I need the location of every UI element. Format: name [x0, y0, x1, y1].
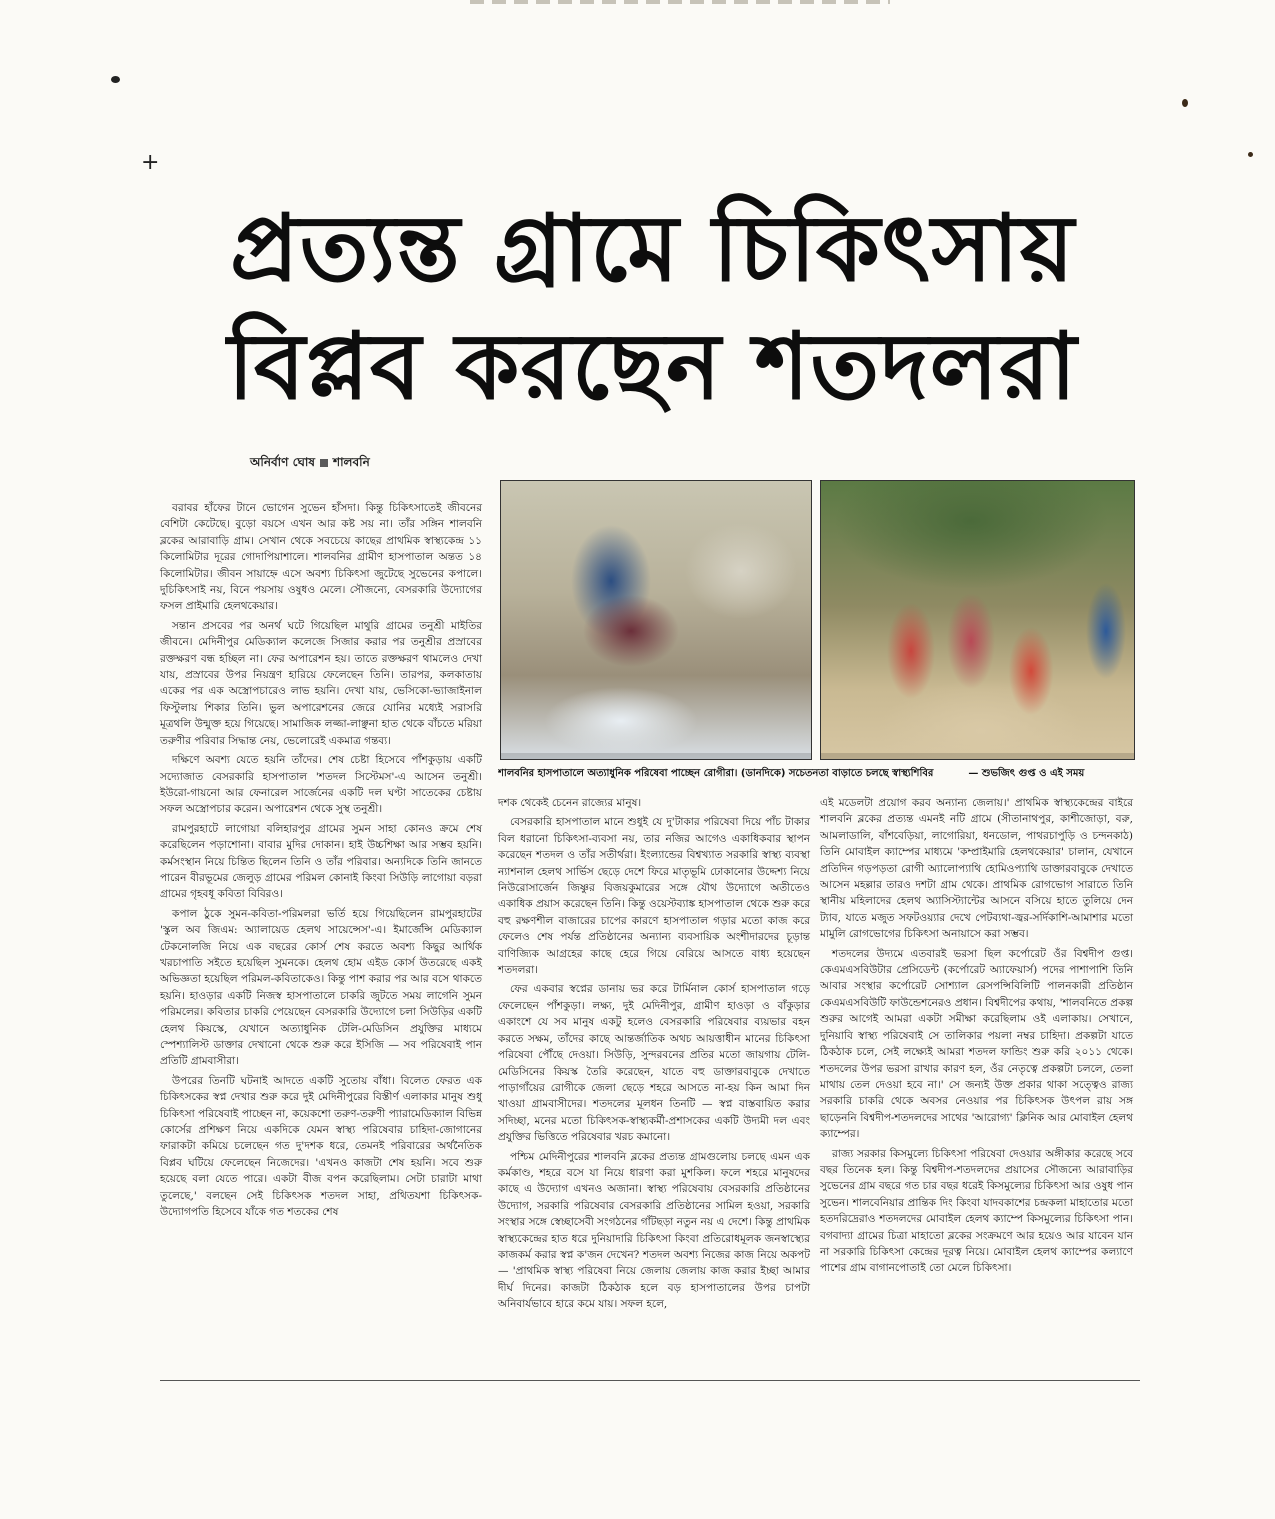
caption-credit: — শুভজিৎ গুপ্ত ও এই সময়	[968, 768, 1085, 779]
article-column-2	[498, 795, 810, 1375]
top-edge-strip	[470, 0, 890, 4]
byline-separator	[320, 459, 328, 467]
paragraph: দক্ষিণে অবশ্য যেতে হয়নি তাঁদের। শেষ চেষ্টা হিসেবে পাঁশকুড়ায় একটি সদ্যোজাত বেসরকারি হাসপাতাল 'শতদল সিস্টেমস'-এ আসেন তনুশ্রী। ইউরো-গায়নো আর ফেনারেল সার্জেনের একটি দল ঘণ্টা সাতেকের চেষ্টায় সফল অস্ত্রোপচার করেন। অপারেশন থেকে সুস্থ তনুশ্রী।	[160, 754, 482, 816]
photo-shadow	[821, 753, 1134, 759]
paragraph: ফের একবার স্বপ্নের ডানায় ভর করে টার্মিনাল কোর্স হাসপাতাল গড়ে ফেলেছেন পাঁশকুড়া। লক্ষ্য, দুই মেদিনীপুর, গ্রামীণ হাওড়া ও বাঁকুড়ার একাংশে যে সব মানুষ একটু হলেও বেসরকারি পরিষেবার ব্যয়ভার বহন করতে সক্ষম, তাঁদের কাছে আন্তর্জাতিক অথচ আয়ত্তাধীন মানের চিকিৎসা পরিষেবা পৌঁছে দেওয়া। সিউড়ি, সুন্দরবনের প্রতির মতো জায়গায় টেলি-মেডিসিনের কিয়স্ক তৈরি করেছেন, যাতে বহু ডাক্তারবাবুকে দেখাতে পাড়াগাঁয়ের রোগীকে জেলা ছেড়ে শহরে আসতে না-হয় কিন আমা দিন খাওয়া গ্রামবাসীদের। শতদলের মূলধন তিনটি — স্বপ্ন বাস্তবায়িত করার সদিচ্ছা, মনের মতো চিকিৎসক-স্বাস্থ্যকর্মী-প্রশাসকের একটি উদ্যমী দল এবং প্রযুক্তির ভিত্তিতে পরিষেবার খরচ কমানো।	[498, 983, 810, 1144]
byline-author: অনির্বাণ ঘোষ	[250, 455, 315, 469]
paragraph: রাজ্য সরকার কিসমুল্যে চিকিৎসা পরিষেবা দেওয়ার অঙ্গীকার করেছে সবে বছর তিনেক হল। কিন্তু বিশ্বদীপ-শতদলদের প্রয়াসের সৌজন্যে আরাবাড়ির সুভেনের গ্রাম বছরে গত চার বছর ধরেই কিসমুল্যের চিকিৎসা আর ওষুধ পান সুভেন। শালবেনিয়ার প্রান্তিক দিং কিংবা যাদবকাশের চন্দ্রকলা মাহাতোর মতো হতদরিদ্রেরাও শতদলদের মোবাইল হেলথ ক্যাম্পে কিসমুল্যের চিকিৎসা পান। বগবাদ্যা গ্রামের চিত্রা মাহাতো ব্লকের সংক্রমণে আর হয়েও আর যাবেন যান না সরকারি চিকিৎসা কেন্দ্রের দূরত্ব নিয়ে। মোবাইল হেলথ ক্যাম্পের কল্যাণে পাশের গ্রাম বাগানপোতাই তো মেলে চিকিৎসা।	[820, 1147, 1133, 1275]
bottom-rule	[160, 1380, 1140, 1381]
caption-text: শালবনির হাসপাতালে অত্যাধুনিক পরিষেবা পাচ্ছেন রোগীরা। (ডানদিকে) সচেতনতা বাড়াতে চলছে স্বাস্থ্যশিবির	[498, 768, 934, 779]
headline-line-2: বিপ্লব করছেন শতদলরা	[227, 313, 1078, 420]
registration-mark: +	[141, 150, 160, 175]
byline-place: শালবনি	[332, 455, 370, 469]
photo-hospital	[500, 480, 812, 760]
article-column-3	[820, 795, 1133, 1375]
paragraph: এই মডেলটা প্রয়োগ করব অন্যান্য জেলায়।' প্রাথমিক স্বাস্থ্যকেন্দ্রের বাইরে শালবনি ব্লকের প্রত্যন্ত এমনই নটি গ্রামে (সীতানাথপুর, কাশীজোড়া, বরু, আমলাডালি, বাঁশবেড়িয়া, লাগোরিয়া, ধনডোল, পাথরচাপুড়ি ও চন্দনকাঠ) তিনি মোবাইল ক্যাম্পের মাধ্যমে 'কম্প্রাইমারি হেলথকেয়ার' চালান, যেখানে প্রতিদিন গড়পড়তা রোগী অ্যালোপ্যাথি হোমিওপ্যাথি ডাক্তারবাবুকে দেখাতে আসেন মহল্লার তারও দশটা গ্রাম থেকে। প্রাথমিক রোগভোগ সারাতে তিনি স্থানীয় মহিলাদের হেলথ অ্যাসিস্ট্যান্টের আসনে বসিয়ে হাতে তুলিয়ে দেন ট্যাব, যাতে মজুত সফটওয়্যার দেখে পেটব্যথা-জ্বর-সর্দিকাশি-আমাশার মতো মামুলি রোগভোগের চিকিৎসা অনায়াসে করা সম্ভব।	[820, 797, 1133, 941]
paragraph: দশক থেকেই চেনেন রাজ্যের মানুষ।	[498, 797, 642, 809]
paragraph: কপাল ঠুকে সুমন-কবিতা-পরিমলরা ভর্তি হয়ে গিয়েছিলেন রামপুরহাটের 'স্কুল অব জিএম: অ্যালায়েড হেলথ সায়েন্সেস'-এ। ইমার্জেন্সি মেডিক্যাল টেকনোলজি নিয়ে এক বছরের কোর্স শেষ করতে অবশ্য কিছুর আর্থিক খরচাপাতি সইতে হয়েছিল সুমনকে। হেলথ হোম এইড কোর্স উতরেছে একই অভিজ্ঞতা হয়েছিল পরিমল-কবিতাকেও। কিন্তু পাশ করার পর আর বসে থাকতে হয়নি। হাওড়ার একটি নিজস্ব হাসপাতালে চাকরি জুটতে সময় লাগেনি সুমন পরিমলের। কবিতার চাকরি পেয়েছেন বেসরকারি উদ্যোগে চলা সিউড়ির একটি হেলথ কিয়স্কে, যেখানে অত্যাধুনিক টেলি-মেডিসিন প্রযুক্তির মাধ্যমে স্পেশ্যালিস্ট ডাক্তার দেখানো থেকে শুরু করে ইসিজি — সব পরিষেবাই পান প্রতিটি গ্রামবাসীরা।	[160, 907, 482, 1068]
ink-speck	[111, 76, 120, 83]
paragraph: রামপুরহাটে লাগোয়া বলিহারপুর গ্রামের সুমন সাহা কোনও ক্রমে শেষ করেছিলেন পড়াশোনা। বাবার মুদির দোকান। হাই উচ্চশিক্ষা আর সম্ভব হয়নি। কর্মসংস্থান নিয়ে চিন্তিত ছিলেন তিনি ও তাঁর পরিবার। অন্যদিকে তিনি জানতে পারেন বীরভূমের জেলুড় গ্রামের পরিমল কোনাই কিংবা সিউড়ি লাগোয়া বড়রা গ্রামের গৃহবধূ কবিতা বিবিরও।	[160, 822, 482, 901]
headline	[160, 190, 1145, 426]
paragraph: বরাবর হাঁফের টানে ভোগেন সুভেন হাঁসদা। কিন্তু চিকিৎসাতেই জীবনের বেশিটা কেটেছে। বুড়ো বয়সে এখন আর কষ্ট সয় না। তাঁর সঙ্গিন শালবনি ব্লকের আরাবাড়ি গ্রাম। সেখান থেকে সবচেয়ে কাছের প্রাথমিক স্বাস্থ্যকেন্দ্র ১১ কিলোমিটার দূরের গোদাপিয়াশালে। শালবনির গ্রামীণ হাসপাতাল অন্তত ১৪ কিলোমিটার। জীবন সায়াহ্নে এসে অবশ্য চিকিৎসা জুটেছে সুভেনের কপালে। দুচিকিৎসাই নয়, বিনে পয়সায় ওষুধও মেলে। সৌজন্যে, বেসরকারি উদ্যোগের ফসল প্রাইমারি হেলথকেয়ার।	[160, 502, 482, 613]
news-clipping	[160, 190, 1145, 1385]
paragraph: শতদলের উদ্যমে এতবারই ভরসা ছিল কর্পোরেট ওঁর বিশ্বদীপ গুপ্ত। কেএমএসবিউটার প্রেসিডেন্ট (কর্পোরেট অ্যাফেয়ার্স) পদের পাশাপাশি তিনি আবার সংস্থার কর্পোরেট সোশ্যাল রেসপন্সিবিলিটি পালনকারী প্রতিষ্ঠান কেএমএসবিউটি ফাউন্ডেশনেরও প্রধান। বিশ্বদীপের কথায়, 'শালবনিতে প্রকল্প শুরুর আগেই আমরা একটা সমীক্ষা করেছিলাম ওই এলাকায়। সেখানে, দুনিয়াবি স্বাস্থ্য পরিষেবাই সে তালিকার পয়লা নম্বর চাহিদা। প্রকল্পটা যাতে ঠিকঠাক চলে, সেই লক্ষ্যেই আমরা শতদল ফান্ডিং শুরু করি ২০১১ থেকে। শতদলের উপর ভরসা রাখার কারণ হল, ওঁর নেতৃত্বে প্রকল্পটা চললে, তেলা মাথায় তেল দেওয়া হবে না।' সে জন্যই উক্ত প্রকার থাকা সত্ত্বেও রাজ্য সরকারি চাকরি থেকে অবসর নেওয়ার পর চিকিৎসক উৎপল রায় সঙ্গ ছাড়েননি বিশ্বদীপ-শতদলদের সাথের 'আরোগ্য' ক্লিনিক আর মোবাইল হেলথ ক্যাম্পের।	[820, 947, 1133, 1141]
paragraph: পশ্চিম মেদিনীপুরের শালবনি ব্লকের প্রত্যন্ত গ্রামগুলোয় চলছে এমন এক কর্মকাণ্ড, শহরে বসে যা নিয়ে ধারণা করা মুশকিল। ফলে শহরে মানুষদের কাছে এ উদ্যোগ এখনও অজানা। স্বাস্থ্য পরিষেবায় বেসরকারি প্রতিষ্ঠানের উদ্যোগ, সরকারি পরিষেবার বেসরকারি প্রতিষ্ঠানের সামিল হওয়া, সরকারি সংস্থার সঙ্গে স্বেচ্ছাসেবী সংগঠনের গাঁটছড়া নতুন নয় এ দেশে। কিন্তু প্রাথমিক স্বাস্থ্যকেন্দ্রের হাত ধরে দুনিয়াদারি চিকিৎসা কিংবা প্রতিরোধমূলক জনস্বাস্থ্যের কাজকর্ম করার স্বপ্ন ক'জন দেখেন? শতদল অবশ্য নিজের কাজ নিয়ে অকপট — 'প্রাথমিক স্বাস্থ্য পরিষেবা নিয়ে জেলায় জেলায় কাজ করার ইচ্ছা আমার দীর্ঘ দিনের। কাজটা ঠিকঠাক হলে বড় হাসপাতালের উপর চাপটা অনিবার্যভাবে হারে কমে যায়। সফল হলে,	[498, 1150, 810, 1311]
photo-health-camp	[820, 480, 1135, 760]
byline	[250, 454, 370, 474]
paragraph: সন্তান প্রসবের পর অনর্থ ঘটে গিয়েছিল মাথুরি গ্রামের তনুশ্রী মাইতির জীবনে। মেদিনীপুর মেডিক্যাল কলেজে সিজার করার পর তনুশ্রীর প্রস্রাবের রক্তক্ষরণ বন্ধ হচ্ছিল না। ফের অপারেশন হয়। তাতে রক্তক্ষরণ থামলেও দেখা যায়, প্রস্রাবের উপর নিয়ন্ত্রণ হারিয়ে ফেলেছেন তিনি। তারপর, কলকাতায় একের পর এক অস্ত্রোপচারেও লাভ হয়নি। দেখা যায়, ভেসিকো-ভ্যাজাইনাল ফিস্টুলায় শিকার তিনি। ভুল অপারেশনের জেরে যোনির মধ্যেই সরাসরি মূত্রথলি উন্মুক্ত হয়ে গিয়েছে। সামাজিক লজ্জা-লাঞ্ছনা হাত থেকে বাঁচতে মরিয়া তরুণীর পরিবার সিদ্ধান্ত নেয়, ভেলোরেই একমাত্র গন্তব্য।	[160, 619, 482, 747]
paragraph: উপরের তিনটি ঘটনাই আদতে একটি সুতোয় বাঁধা। বিলেত ফেরত এক চিকিৎসকের স্বপ্ন দেখার শুরু করে দুই মেদিনীপুরের বিস্তীর্ণ এলাকার মানুষ শুধু চিকিৎসা পরিষেবাই পাচ্ছেন না, কয়েকশো তরুণ-তরুণী প্যারামেডিক্যাল বিভিন্ন কোর্সের প্রশিক্ষণ নিয়ে একদিকে যেমন স্বাস্থ্য পরিষেবার চাহিদা-জোগানের ফারাকটা কমিয়ে চলেছেন গত দু'দশক ধরে, তেমনই পরিবারের অর্থনৈতিক বিপ্লব ঘটিয়ে ফেলেছেন নিজেদের। 'এখনও কাজটা শেষ হয়নি। সবে শুরু হয়েছে বলা যেতে পারে। একটা বীজ বপন করেছিলাম। সেটা চারাটা মাথা তুলেছে,' বলছেন সেই চিকিৎসক শতদল সাহা, প্রথিতযশা চিকিৎসক-উদ্যোগপতি হিসেবে যাঁকে গত শতকের শেষ	[160, 1074, 482, 1219]
paragraph: বেসরকারি হাসপাতাল মানে শুধুই যে দু'টাকার পরিষেবা দিয়ে পাঁচ টাকার বিল ধরানো চিকিৎসা-ব্যবসা নয়, তার নজির আগেও একাধিকবার স্থাপন করেছেন শতদল ও তাঁর সতীর্থরা। ইংল্যান্ডের বিশ্বখ্যাত সরকারি স্বাস্থ্য ব্যবস্থা ন্যাশনাল হেলথ সার্ভিস ছেড়ে দেশে ফিরে মাতৃভূমি ঢোকানোর উদ্দেশ্য নিয়ে নিউরোসার্জেন জিষ্ণুর বিজয়কুমারের সঙ্গে যৌথ উদ্যোগে অতীতেও একাধিক প্রয়াস করেছেন তিনি। কিন্তু ওয়েস্টব্যাঙ্ক হাসপাতাল থেকে শুরু করে বহু রক্ষণশীল বাজারের চাপের কারণে হাসপাতাল গড়ার মতো কাজ করে ফেলেও শেষ পর্যন্ত প্রতিষ্ঠানের অন্যান্য ব্যবসায়িক অংশীদারদের চূড়ান্ত বাণিজ্যিক আগ্রহের কাছে হেরে গিয়ে বেরিয়ে আসতে বাধ্য হয়েছেন শতদলরা।	[498, 816, 810, 977]
headline-line-1: প্রত্যন্ত গ্রামে চিকিৎসায়	[230, 195, 1075, 302]
ink-speck	[1182, 99, 1188, 107]
photo-shadow	[501, 753, 811, 759]
ink-speck	[1248, 152, 1253, 157]
photo-caption	[498, 766, 1138, 783]
article-column-1	[160, 500, 482, 1375]
